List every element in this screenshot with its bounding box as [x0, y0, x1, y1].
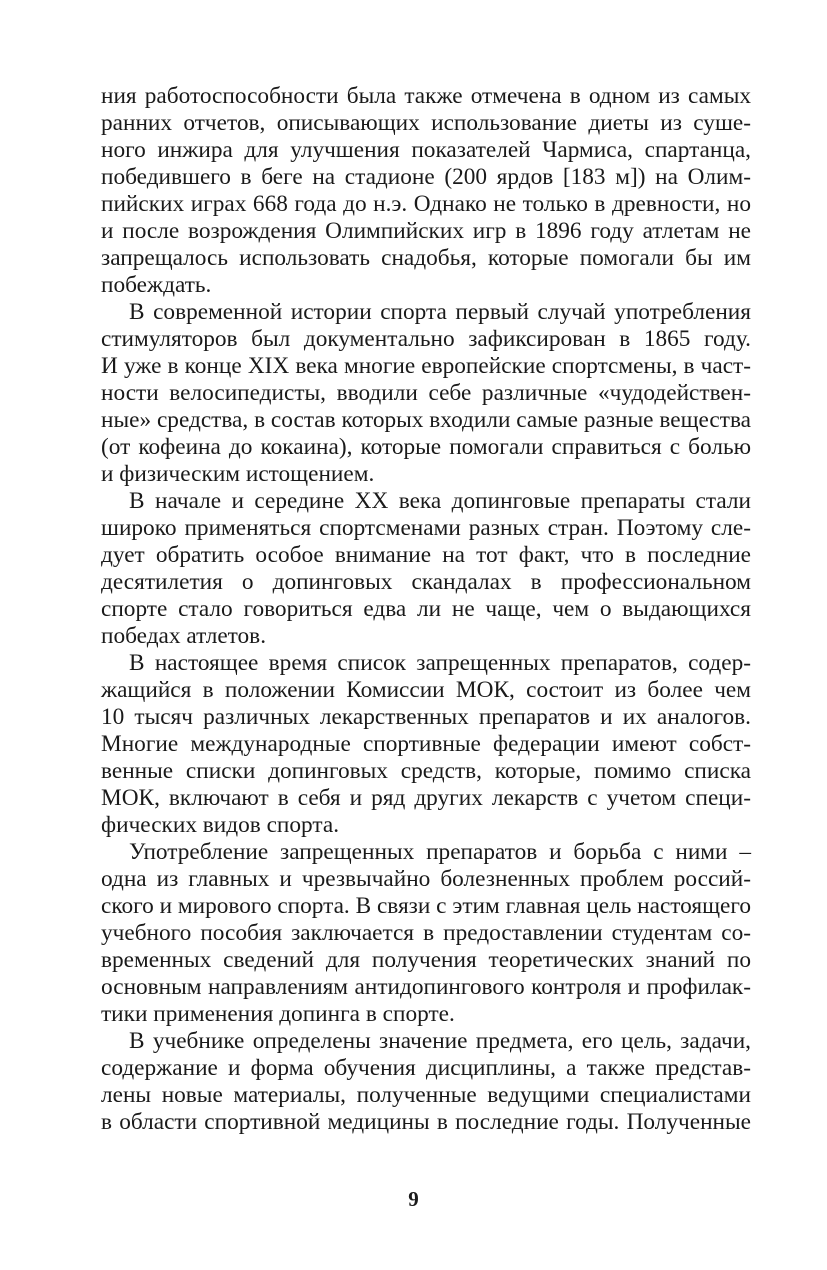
text-line: ранних отчетов, описывающих использование диеты из суше- — [101, 110, 751, 136]
text-line: венные списки допинговых средств, которые, помимо списка — [101, 758, 751, 784]
text-line: содержание и форма обучения дисциплины, а также представ- — [101, 1055, 751, 1081]
text-line: тики применения допинга в спорте. — [101, 1001, 455, 1027]
page-number: 9 — [408, 1187, 419, 1211]
text-line: пийских играх 668 года до н.э. Однако не только в древности, но — [101, 191, 751, 217]
text-line: временных сведений для получения теоретических знаний по — [101, 947, 751, 973]
text-line: В современной истории спорта первый случай употребления — [129, 299, 751, 325]
text-line: 10 тысяч различных лекарственных препаратов и их аналогов. — [101, 704, 751, 730]
text-line: В настоящее время список запрещенных препаратов, содер- — [129, 650, 751, 676]
text-line: ного инжира для улучшения показателей Чармиса, спартанца, — [101, 137, 751, 163]
paragraph-2 — [101, 299, 751, 488]
text-line: в области спортивной медицины в последние годы. Полученные — [101, 1109, 751, 1135]
text-line: ности велосипедисты, вводили себе различные «чудодействен- — [101, 380, 751, 406]
text-line: побеждать. — [101, 272, 212, 298]
text-line: лены новые материалы, полученные ведущими специалистами — [101, 1082, 751, 1108]
text-line: ные» средства, в состав которых входили самые разные вещества — [101, 407, 751, 433]
text-line: В начале и середине XX века допинговые препараты стали — [129, 488, 751, 514]
text-line: фических видов спорта. — [101, 812, 340, 838]
text-line: и физическим истощением. — [101, 461, 375, 487]
text-line: основным направлениям антидопингового контроля и профилак- — [101, 974, 751, 1000]
text-line: одна из главных и чрезвычайно болезненных проблем россий- — [101, 866, 751, 892]
text-line: запрещалось использовать снадобья, которые помогали бы им — [101, 245, 751, 271]
text-line: победах атлетов. — [101, 623, 267, 649]
text-line: стимуляторов был документально зафиксирован в 1865 году. — [101, 326, 751, 352]
paragraph-3 — [101, 488, 751, 650]
text-line: и после возрождения Олимпийских игр в 1896 году атлетам не — [101, 218, 751, 244]
text-line: В учебнике определены значение предмета, его цель, задачи, — [129, 1028, 751, 1054]
paragraph-1 — [101, 83, 751, 299]
text-line: десятилетия о допинговых скандалах в профессиональном — [101, 569, 751, 595]
text-line: МОК, включают в себя и ряд других лекарств с учетом специ- — [101, 785, 751, 811]
paragraph-5 — [101, 839, 751, 1028]
text-line: спорте стало говориться едва ли не чаще, чем о выдающихся — [101, 596, 751, 622]
text-line: жащийся в положении Комиссии МОК, состоит из более чем — [101, 677, 751, 703]
text-line: учебного пособия заключается в предоставлении студентам со- — [101, 920, 751, 946]
text-line: ского и мирового спорта. В связи с этим главная цель настоящего — [101, 893, 751, 919]
text-line: ния работоспособности была также отмечена в одном из самых — [101, 83, 751, 109]
text-line: Употребление запрещенных препаратов и борьба с ними – — [129, 839, 751, 865]
page-body — [101, 83, 751, 1136]
text-line: И уже в конце XIX века многие европейские спортсмены, в част- — [101, 353, 751, 379]
text-line: широко применяться спортсменами разных стран. Поэтому сле- — [101, 515, 751, 541]
text-line: дует обратить особое внимание на тот факт, что в последние — [101, 542, 751, 568]
paragraph-4 — [101, 650, 751, 839]
text-line: победившего в беге на стадионе (200 ярдов [183 м]) на Олим- — [101, 164, 751, 190]
paragraph-6 — [101, 1028, 751, 1136]
text-line: Многие международные спортивные федерации имеют собст- — [101, 731, 751, 757]
text-line: (от кофеина до кокаина), которые помогали справиться с болью — [101, 434, 751, 460]
